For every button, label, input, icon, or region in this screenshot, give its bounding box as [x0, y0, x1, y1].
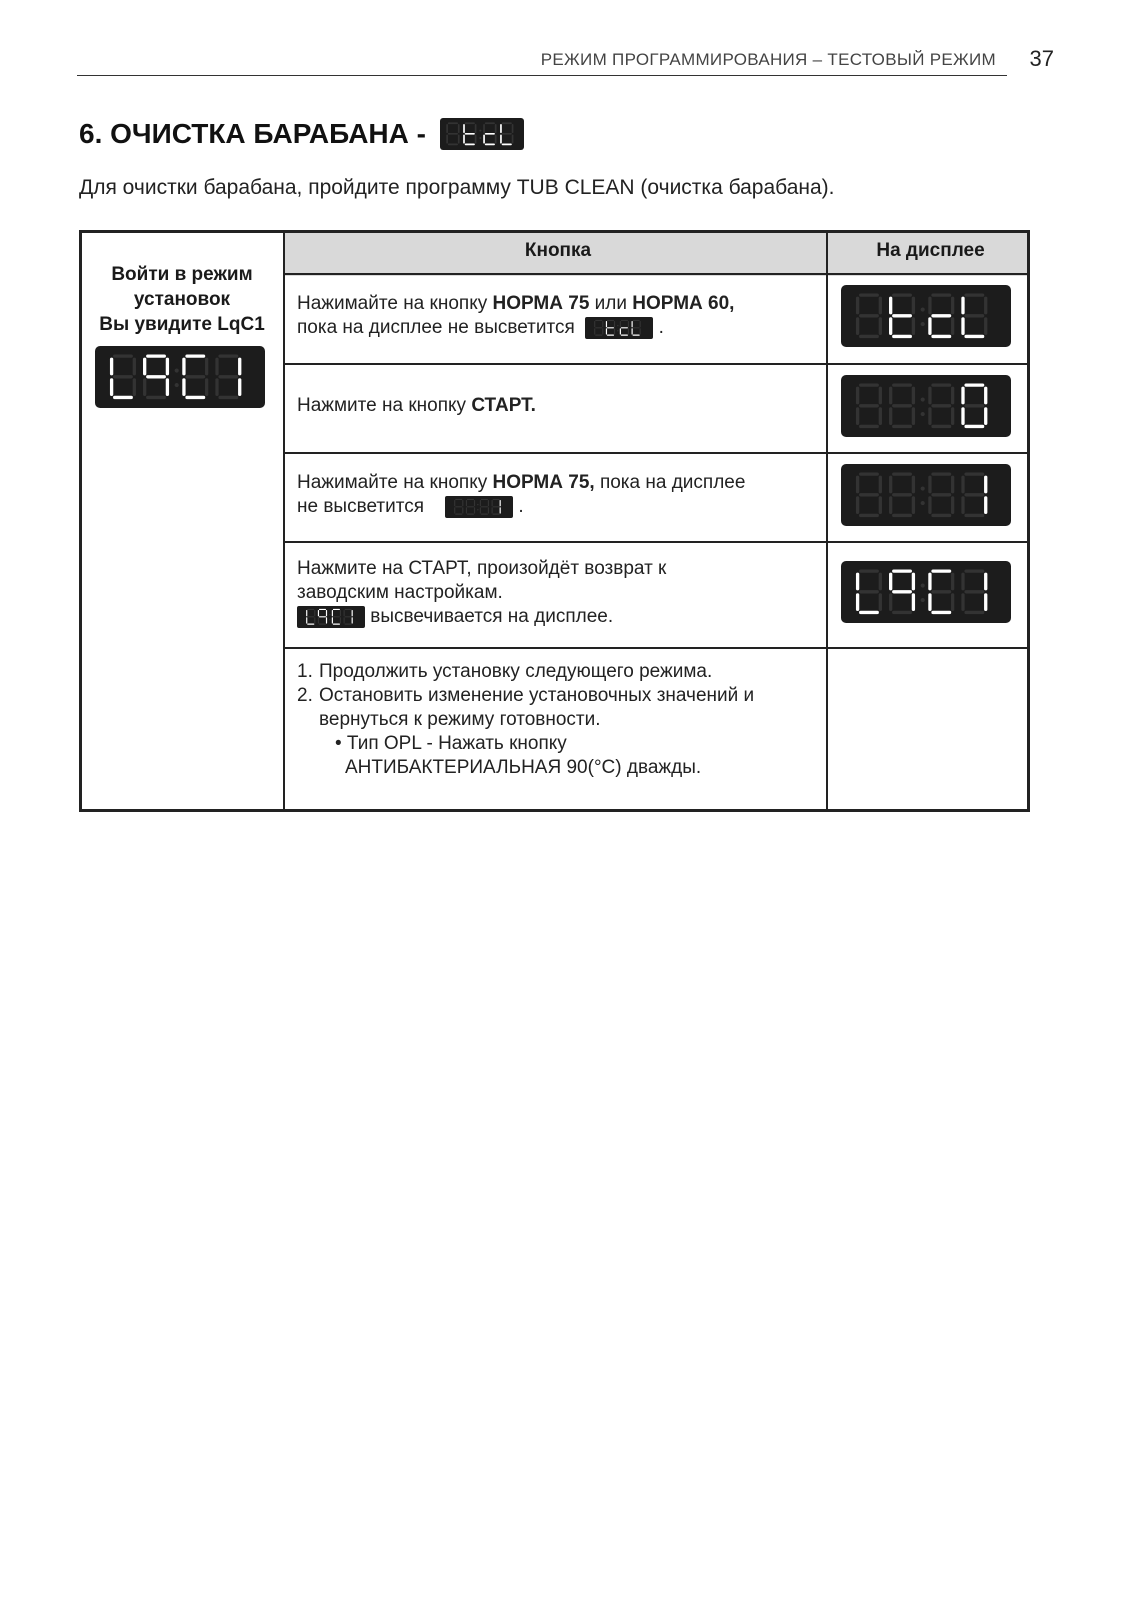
- lcd-colon: [921, 308, 925, 312]
- lcd-colon: [617, 330, 618, 331]
- row-1-text: Нажимайте на кнопку НОРМА 75 или НОРМА 60, пока на дисплее не высветится .: [297, 293, 735, 338]
- lcd-colon: [479, 130, 481, 132]
- lcd-digits: [589, 319, 649, 337]
- left-lcd-display: [95, 346, 265, 408]
- row-3-lcd-display: [841, 464, 1011, 526]
- procedure-table: [79, 230, 1030, 812]
- lcd-colon: [921, 584, 925, 588]
- lcd-digits: [851, 381, 1001, 431]
- lcd-colon: [175, 369, 179, 373]
- header-rule: [77, 75, 1007, 76]
- title-lcd-display: [440, 118, 524, 150]
- lcd-colon: [617, 325, 618, 326]
- lcd-digits: [851, 567, 1001, 617]
- lcd-colon: [921, 322, 925, 326]
- section-heading-text: 6. ОЧИСТКА БАРАБАНА -: [79, 118, 426, 149]
- list-item: 1. Продолжить установку следующего режима.: [297, 661, 713, 682]
- lcd-digits: [851, 470, 1001, 520]
- opl-note: • Тип OPL - Нажать кнопку: [335, 733, 567, 754]
- row-1-inline-display: [585, 317, 653, 339]
- section-heading: [79, 118, 524, 150]
- lcd-colon: [479, 137, 481, 139]
- section-title: РЕЖИМ ПРОГРАММИРОВАНИЯ – ТЕСТОВЫЙ РЕЖИМ: [540, 50, 996, 69]
- page-number: 37: [1029, 46, 1054, 71]
- row-4-text: Нажмите на СТАРТ, произойдёт возврат к заводским настройкам. высвечивается на дисплее.: [297, 558, 667, 627]
- lcd-digits: [449, 498, 509, 516]
- lcd-digits: [851, 291, 1001, 341]
- row-2-lcd-display: [841, 375, 1011, 437]
- lcd-colon: [477, 509, 478, 510]
- lcd-colon: [329, 614, 330, 615]
- list-item: 2. Остановить изменение установочных значений и: [297, 685, 755, 706]
- lcd-colon: [921, 501, 925, 505]
- table-divider: [283, 273, 1030, 275]
- lcd-colon: [329, 619, 330, 620]
- column-header-display: На дисплее: [876, 240, 985, 261]
- row-1-lcd-display: [841, 285, 1011, 347]
- enter-setup-mode-text: Войти в режим установок Вы увидите LqC1: [99, 264, 265, 335]
- lcd-digits: [445, 121, 519, 147]
- table-divider: [826, 230, 828, 812]
- table-divider: [283, 541, 1030, 543]
- lcd-digits: [105, 352, 255, 402]
- lcd-colon: [921, 412, 925, 416]
- intro-text: Для очистки барабана, пройдите программу TUB CLEAN (очистка барабана).: [79, 176, 835, 199]
- opl-note-cont: АНТИБАКТЕРИАЛЬНАЯ 90(°C) дважды.: [345, 757, 702, 778]
- row-3-text: Нажимайте на кнопку НОРМА 75, пока на дисплее не высветится .: [297, 472, 746, 517]
- lcd-colon: [921, 398, 925, 402]
- lcd-colon: [921, 487, 925, 491]
- table-divider: [283, 363, 1030, 365]
- column-header-button: Кнопка: [524, 240, 592, 261]
- page-header: [77, 44, 1054, 76]
- lcd-colon: [175, 383, 179, 387]
- row-4-inline-display: [297, 606, 365, 628]
- table-divider: [283, 230, 285, 812]
- table-divider: [283, 647, 1030, 649]
- final-instructions: 1. Продолжить установку следующего режима. 2. Остановить изменение установочных значений и вернуться к режиму готовности. • Тип OPL - Нажать кнопку АНТИБАКТЕРИАЛЬНАЯ 90(°C) дважды.: [297, 660, 827, 780]
- row-2-text: Нажмите на кнопку СТАРТ.: [297, 395, 536, 416]
- lcd-colon: [477, 504, 478, 505]
- table-divider: [283, 452, 1030, 454]
- row-4-lcd-display: [841, 561, 1011, 623]
- row-3-inline-display: [445, 496, 513, 518]
- lcd-colon: [921, 598, 925, 602]
- lcd-digits: [301, 608, 361, 626]
